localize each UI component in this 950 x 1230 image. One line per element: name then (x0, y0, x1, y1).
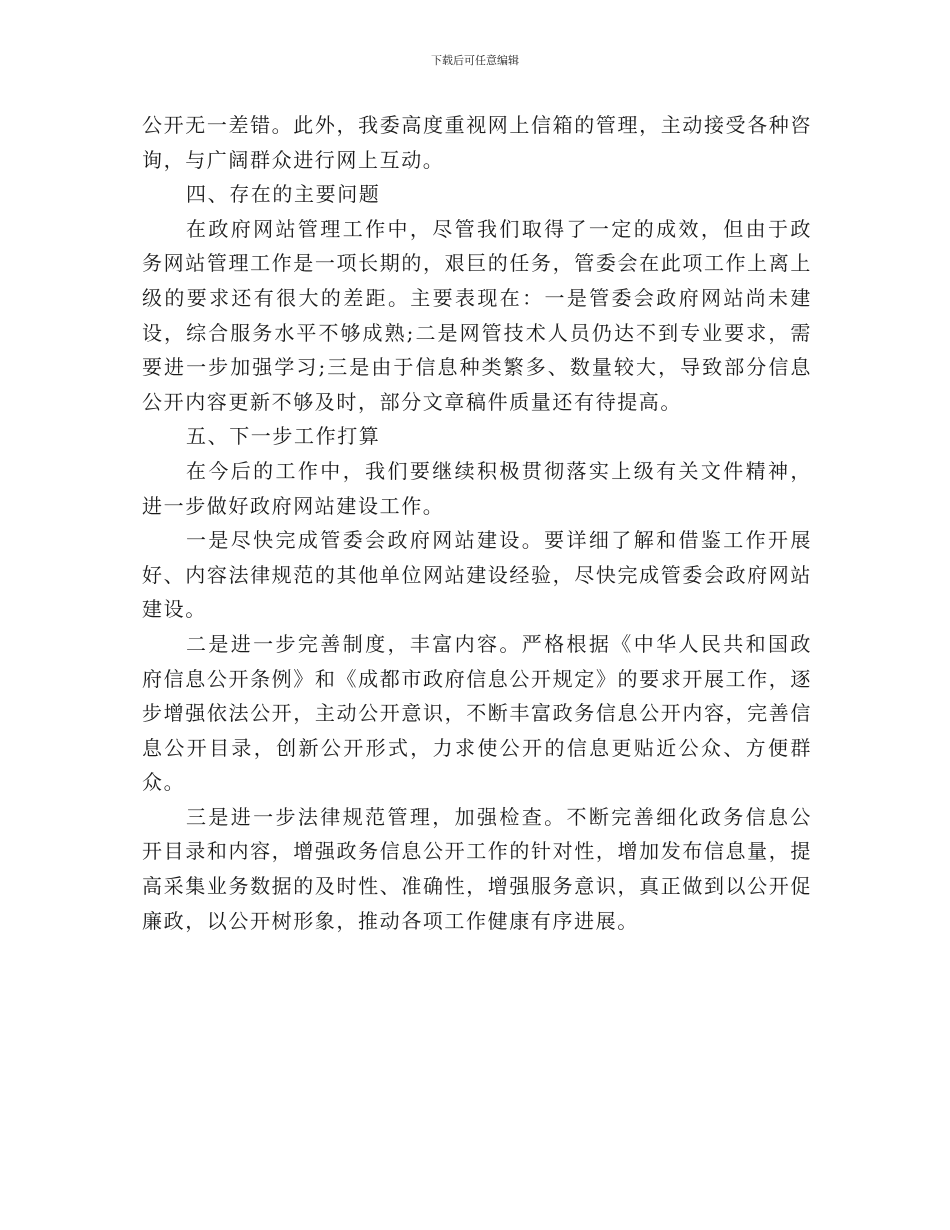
paragraph-plan-one: 一是尽快完成管委会政府网站建设。要详细了解和借鉴工作开展好、内容法律规范的其他单位网站建设经验，尽快完成管委会政府网站建设。 (142, 528, 812, 622)
section-heading-issues: 四、存在的主要问题 (186, 182, 381, 207)
paragraph-plan-three: 三是进一步法律规范管理，加强检查。不断完善细化政务信息公开目录和内容，增强政务信息公开工作的针对性，增加发布信息量，提高采集业务数据的及时性、准确性，增强服务意识，真正做到以公开促廉政，以公开树形象，推动各项工作健康有序进展。 (142, 804, 812, 933)
paragraph-plan-two: 二是进一步完善制度，丰富内容。严格根据《中华人民共和国政府信息公开条例》和《成都市政府信息公开规定》的要求开展工作，逐步增强依法公开，主动公开意识，不断丰富政务信息公开内容，完善信息公开目录，创新公开形式，力求使公开的信息更贴近公众、方便群众。 (142, 631, 812, 795)
document-body (142, 108, 812, 938)
paragraph-continuation: 公开无一差错。此外，我委高度重视网上信箱的管理，主动接受各种咨询，与广阔群众进行网上互动。 (142, 113, 812, 172)
page-header-note: 下载后可任意编辑 (431, 54, 519, 67)
paragraph-plan-intro: 在今后的工作中，我们要继续积极贯彻落实上级有关文件精神，进一步做好政府网站建设工作。 (142, 458, 812, 518)
paragraph-issues: 在政府网站管理工作中，尽管我们取得了一定的成效，但由于政务网站管理工作是一项长期的，艰巨的任务，管委会在此项工作上离上级的要求还有很大的差距。主要表现在：一是管委会政府网站尚未建设，综合服务水平不够成熟;二是网管技术人员仍达不到专业要求，需要进一步加强学习;三是由于信息种类繁多、数量较大，导致部分信息公开内容更新不够及时，部分文章稿件质量还有待提高。 (142, 216, 812, 414)
section-heading-plan: 五、下一步工作打算 (186, 424, 381, 449)
